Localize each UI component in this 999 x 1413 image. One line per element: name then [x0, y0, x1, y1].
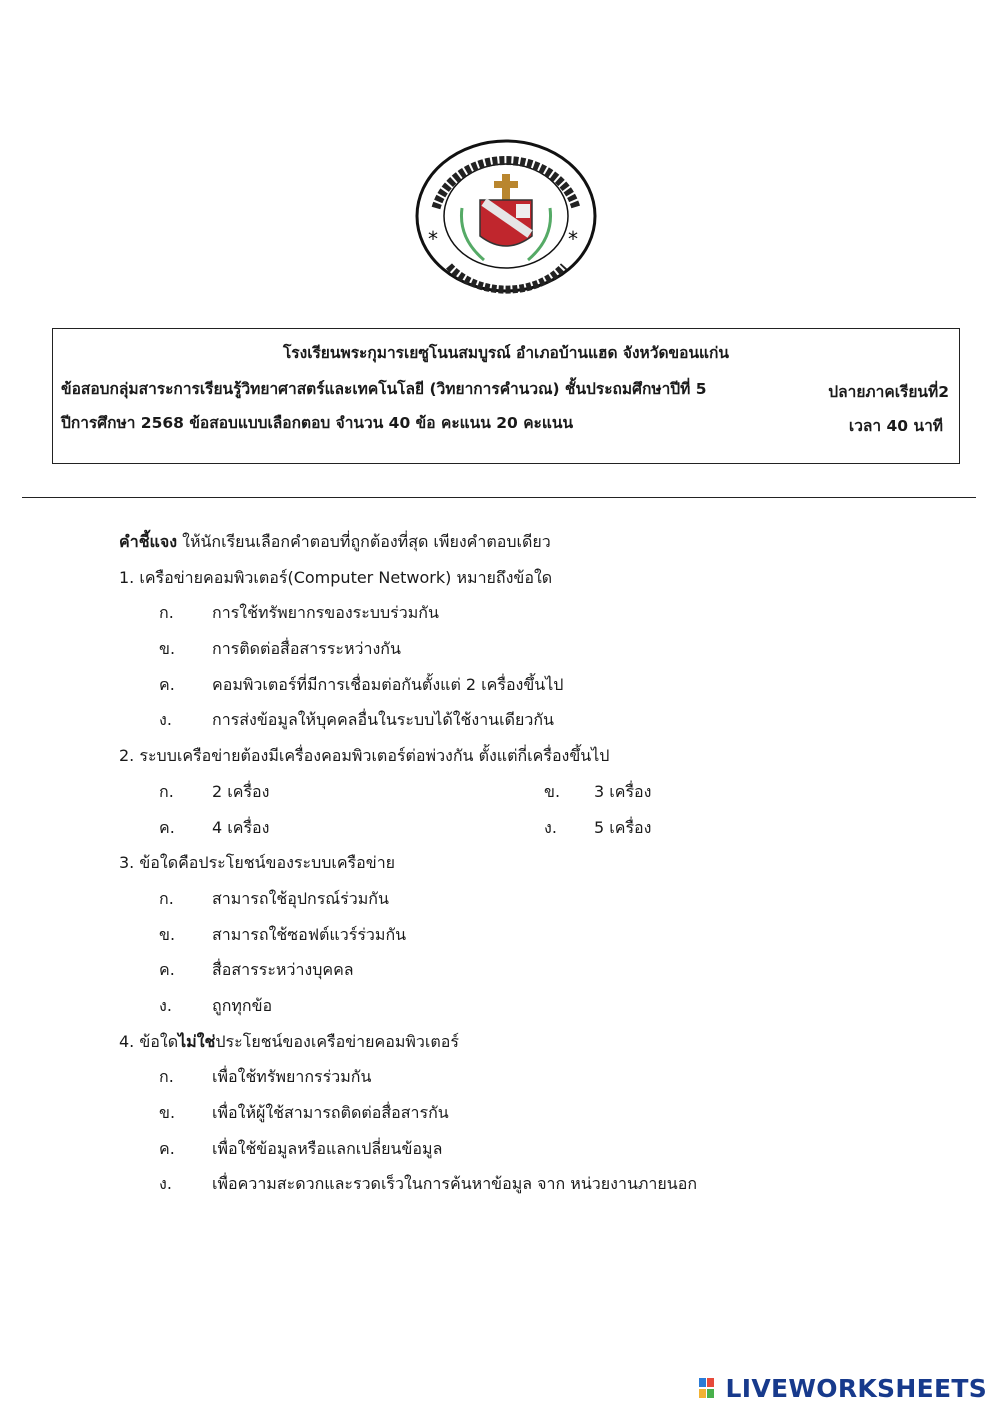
liveworksheets-brand	[698, 1372, 987, 1404]
question-3-option-c[interactable]: ค. สื่อสารระหว่างบุคคล	[159, 960, 354, 980]
instructions	[119, 532, 939, 568]
instructions-label: คำชี้แจง	[119, 532, 178, 551]
instructions-text: ให้นักเรียนเลือกคำตอบที่ถูกต้องที่สุด เพียงคำตอบเดียว	[177, 532, 551, 551]
exam-time: เวลา 40 นาที	[848, 417, 943, 435]
exam-header-box	[52, 328, 960, 464]
question-3-option-a[interactable]: ก. สามารถใช้อุปกรณ์ร่วมกัน	[159, 888, 389, 908]
exam-term: ปลายภาคเรียนที่2	[828, 383, 949, 401]
question-2-option-a-label[interactable]: ก.	[159, 781, 174, 801]
question-2-option-d-label[interactable]: ง.	[544, 817, 557, 837]
question-2-option-a[interactable]: 2 เครื่อง	[212, 781, 270, 801]
svg-text:*: *	[568, 227, 578, 251]
question-1: 1. เครือข่ายคอมพิวเตอร์(Computer Network) หมายถึงข้อใด	[119, 567, 553, 587]
exam-subject: ข้อสอบกลุ่มสาระการเรียนรู้วิทยาศาสตร์และเทคโนโลยี (วิทยาการคำนวณ) ชั้นประถมศึกษาปีที่ 5	[61, 380, 707, 398]
question-1-option-b[interactable]: ข. การติดต่อสื่อสารระหว่างกัน	[159, 639, 401, 659]
question-4-option-c[interactable]: ค. เพื่อใช้ข้อมูลหรือแลกเปลี่ยนข้อมูล	[159, 1138, 443, 1158]
question-1-option-c[interactable]: ค. คอมพิวเตอร์ที่มีการเชื่อมต่อกันตั้งแต่ 2 เครื่องขึ้นไป	[159, 674, 564, 694]
question-1-option-d[interactable]: ง. การส่งข้อมูลให้บุคคลอื่นในระบบได้ใช้งานเดียวกัน	[159, 710, 554, 730]
question-4-option-a[interactable]: ก. เพื่อใช้ทรัพยากรร่วมกัน	[159, 1067, 372, 1087]
question-2-option-c-label[interactable]: ค.	[159, 817, 175, 837]
school-seal-logo	[414, 138, 598, 294]
divider-line	[22, 497, 976, 498]
question-4-option-b[interactable]: ข. เพื่อให้ผู้ใช้สามารถติดต่อสื่อสารกัน	[159, 1103, 449, 1122]
question-4-option-d[interactable]: ง. เพื่อความสะดวกและรวดเร็วในการค้นหาข้อมูล จาก หน่วยงานภายนอก	[159, 1174, 698, 1194]
question-2-option-c[interactable]: 4 เครื่อง	[212, 817, 270, 837]
question-2-options-row-2	[119, 818, 939, 854]
question-3: 3. ข้อใดคือประโยชน์ของระบบเครือข่าย	[119, 853, 396, 873]
exam-content	[119, 532, 939, 1210]
question-2-option-d[interactable]: 5 เครื่อง	[594, 817, 652, 837]
question-2-option-b-label[interactable]: ข.	[544, 781, 561, 801]
liveworksheets-logo-icon	[698, 1375, 724, 1401]
question-2-options-row-1	[119, 782, 939, 818]
svg-text:*: *	[428, 227, 438, 251]
school-name: โรงเรียนพระกุมารเยซูโนนสมบูรณ์ อำเภอบ้านแฮด จังหวัดขอนแก่น	[282, 344, 730, 362]
question-1-option-a[interactable]: ก. การใช้ทรัพยากรของระบบร่วมกัน	[159, 603, 439, 623]
question-4-emphasis: ไม่ใช่	[178, 1031, 216, 1051]
question-2-option-b[interactable]: 3 เครื่อง	[594, 781, 652, 801]
question-3-option-b[interactable]: ข. สามารถใช้ซอฟต์แวร์ร่วมกัน	[159, 924, 407, 944]
question-3-option-d[interactable]: ง. ถูกทุกข้อ	[159, 995, 273, 1015]
question-4: 4. ข้อใดไม่ใช่ประโยชน์ของเครือข่ายคอมพิวเตอร์	[119, 1031, 459, 1051]
liveworksheets-wordmark: LIVEWORKSHEETS	[725, 1373, 987, 1403]
question-2: 2. ระบบเครือข่ายต้องมีเครื่องคอมพิวเตอร์ต่อพ่วงกัน ตั้งแต่กี่เครื่องขึ้นไป	[119, 746, 610, 766]
exam-details: ปีการศึกษา 2568 ข้อสอบแบบเลือกตอบ จำนวน 40 ข้อ คะแนน 20 คะแนน	[61, 414, 574, 432]
